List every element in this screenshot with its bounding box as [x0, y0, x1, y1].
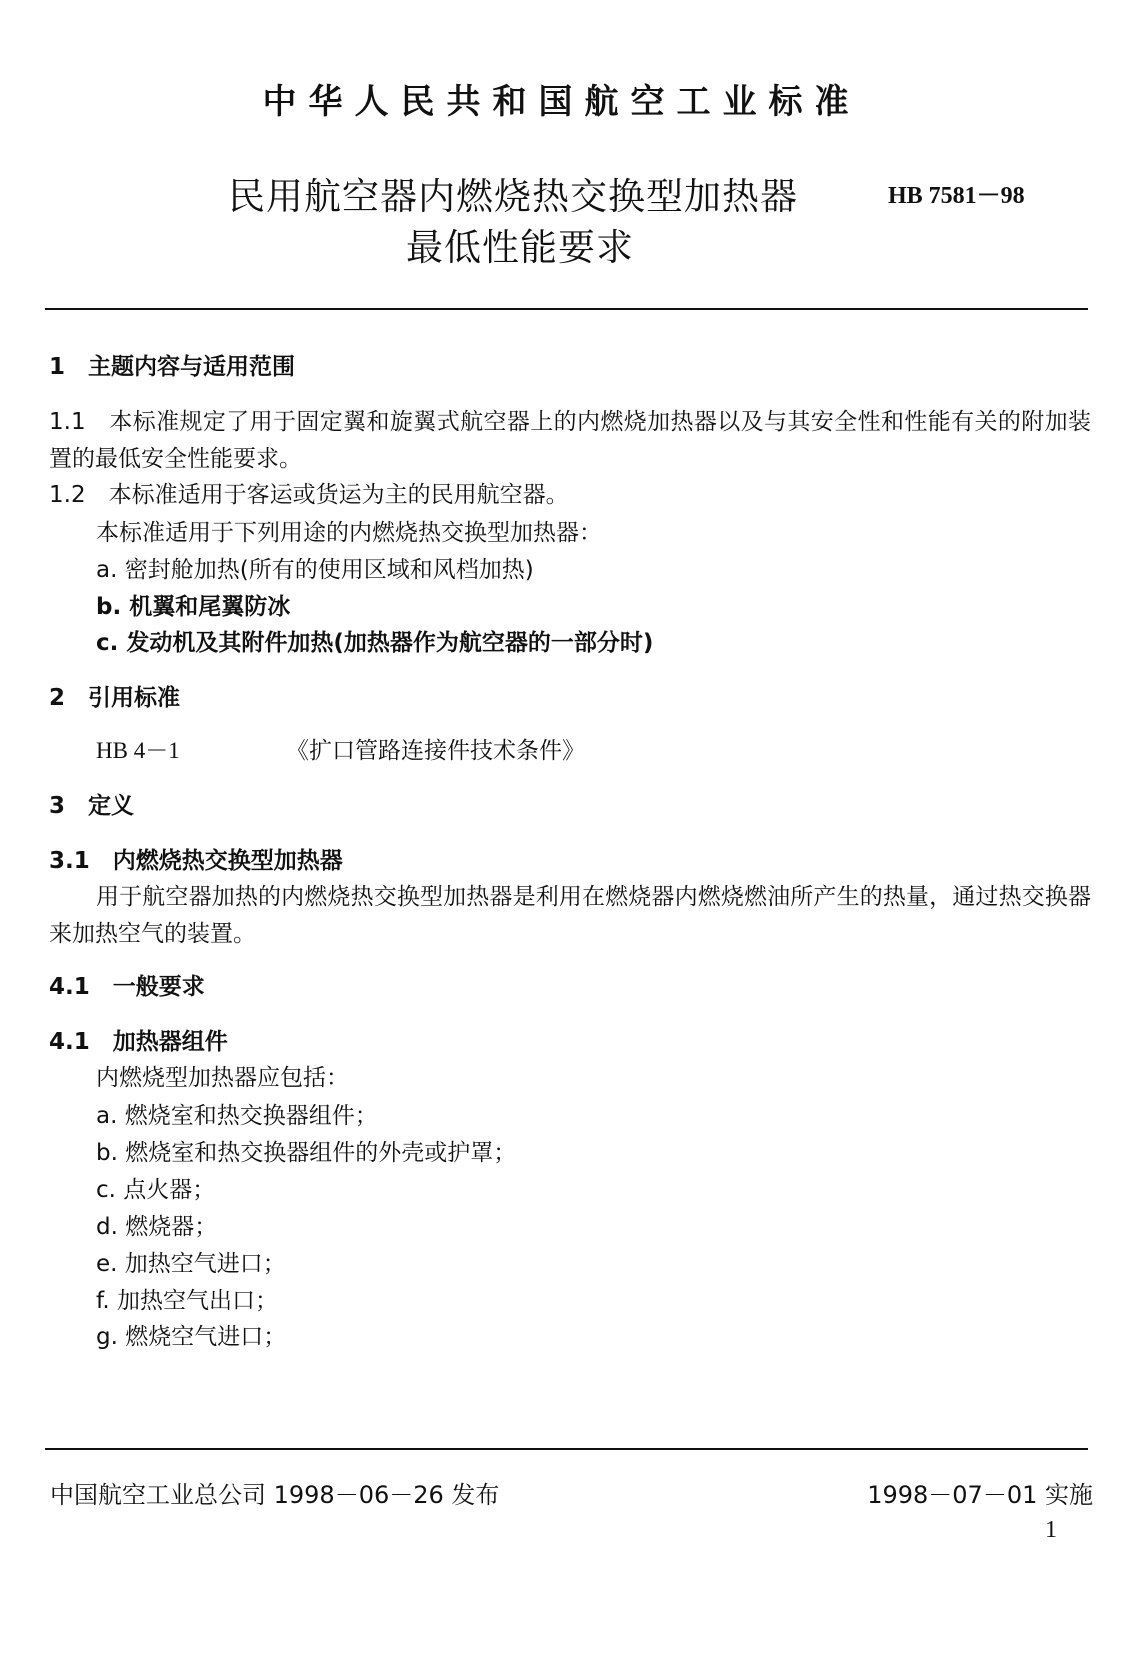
- clause-3-1-heading: 3.1 内燃烧热交换型加热器: [49, 848, 343, 874]
- document-title-line1: 民用航空器内燃烧热交换型加热器: [228, 175, 798, 218]
- list-item: d. 燃烧器；: [96, 1214, 218, 1240]
- section-1-heading: 1 主题内容与适用范围: [49, 354, 296, 380]
- issue-date: 中国航空工业总公司 1998－06－26 发布: [50, 1481, 500, 1509]
- effective-date: 1998－07－01 实施: [867, 1481, 1093, 1509]
- document-title-line2: 最低性能要求: [406, 226, 634, 269]
- list-item: a. 燃烧室和热交换器组件；: [96, 1103, 378, 1129]
- footer-divider: [45, 1448, 1088, 1450]
- list-item: g. 燃烧空气进口；: [96, 1324, 287, 1350]
- clause-4-1-heading: 4.1 加热器组件: [49, 1029, 228, 1055]
- issuing-standard-body: 中华人民共和国航空工业标准: [262, 82, 861, 122]
- list-item: a. 密封舱加热(所有的使用区域和风档加热): [96, 557, 534, 583]
- clause-3-1-text: 用于航空器加热的内燃烧热交换型加热器是利用在燃烧器内燃烧燃油所产生的热量，通过热交换器来加热空气的装置。: [49, 884, 1091, 947]
- clause-1-2-intro: 本标准适用于下列用途的内燃烧热交换型加热器：: [96, 520, 602, 546]
- list-item: c. 点火器；: [96, 1177, 216, 1203]
- list-item: f. 加热空气出口；: [96, 1288, 279, 1314]
- list-item: c. 发动机及其附件加热(加热器作为航空器的一部分时): [96, 630, 654, 656]
- section-2-heading: 2 引用标准: [49, 685, 181, 711]
- list-item: e. 加热空气进口；: [96, 1251, 286, 1277]
- clause-1-2: 1.2 本标准适用于客运或货运为主的民用航空器。: [49, 482, 569, 508]
- section-3-heading: 3 定义: [49, 793, 135, 819]
- reference-title: 《扩口管路连接件技术条件》: [286, 738, 585, 764]
- section-4-heading: 4.1 一般要求: [49, 974, 205, 1000]
- clause-4-1-intro: 内燃烧型加热器应包括：: [96, 1065, 349, 1091]
- list-item: b. 燃烧室和热交换器组件的外壳或护罩；: [96, 1140, 517, 1166]
- header-divider: [45, 308, 1088, 310]
- clause-1-1: 1.1 本标准规定了用于固定翼和旋翼式航空器上的内燃烧加热器以及与其安全性和性能有关的附加装置的最低安全性能要求。: [49, 409, 1091, 472]
- standard-code: HB 7581－98: [888, 183, 1025, 209]
- list-item: b. 机翼和尾翼防冰: [96, 594, 291, 620]
- reference-code: HB 4－1: [96, 738, 180, 763]
- page-number: 1: [1045, 1517, 1057, 1543]
